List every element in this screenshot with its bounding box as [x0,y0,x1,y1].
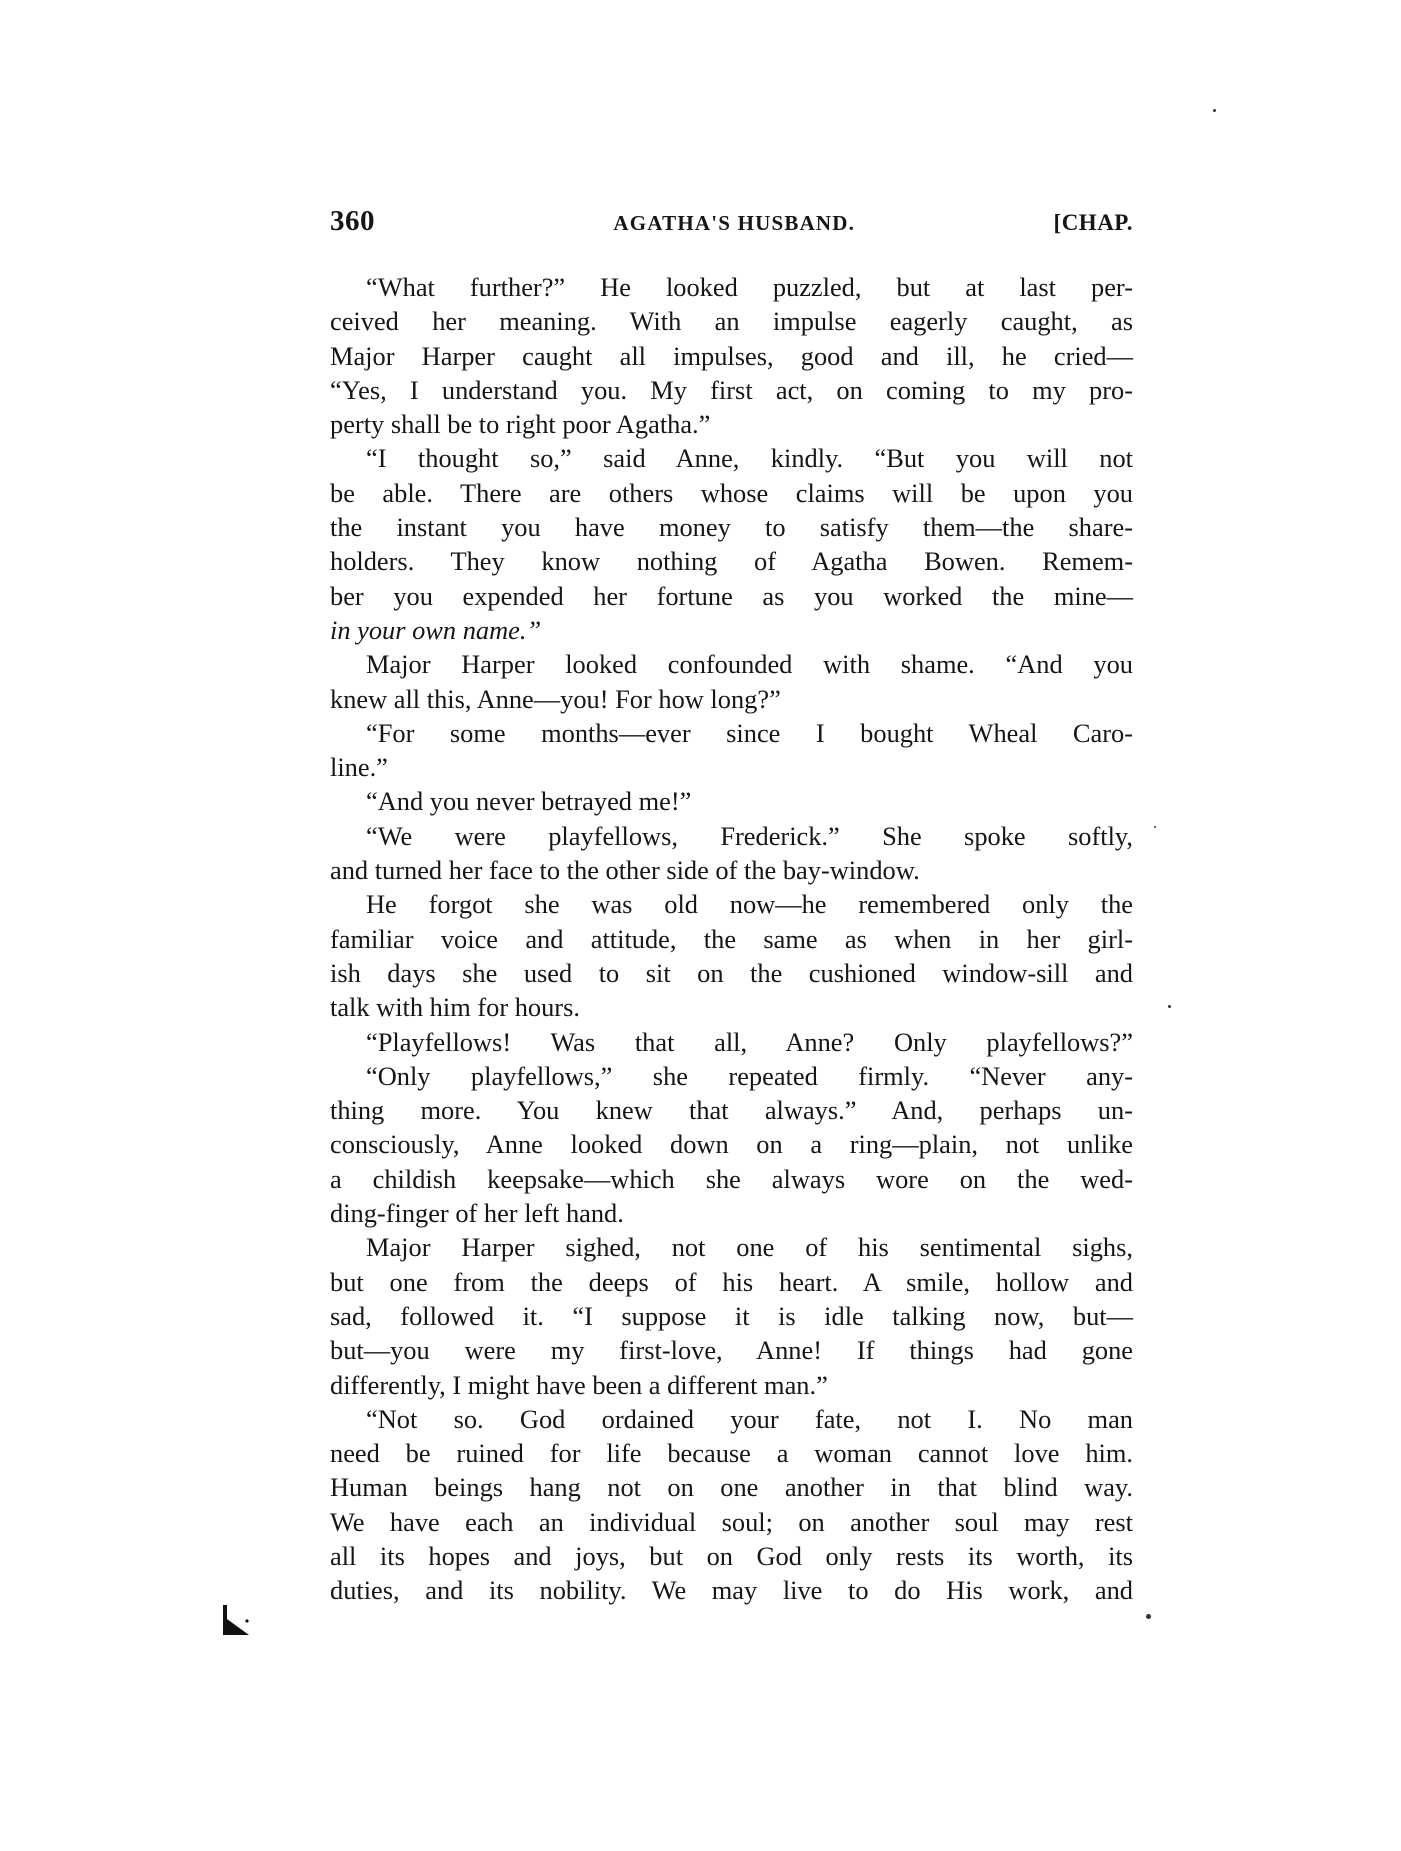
text-line: “Only playfellows,” she repeated firmly. “Never any- [366,1060,1133,1091]
text-line: ding-finger of her left hand. [330,1198,624,1229]
text-line: Major Harper caught all impulses, good and ill, he cried— [330,340,1133,371]
text-line: perty shall be to right poor Agatha.” [330,409,711,440]
page-number: 360 [330,205,375,237]
text-line: a childish keepsake—which she always wore on the wed- [330,1163,1133,1194]
text-line: “We were playfellows, Frederick.” She spoke softly, [366,820,1133,851]
page-header [330,205,1133,245]
text-line: but one from the deeps of his heart. A smile, hollow and [330,1266,1133,1297]
text-line: in your own name.” [330,614,542,645]
text-line: be able. There are others whose claims will be upon you [330,477,1133,508]
text-line: Human beings hang not on one another in that blind way. [330,1472,1133,1503]
text-line: duties, and its nobility. We may live to do His work, and [330,1575,1133,1606]
text-line: Major Harper sighed, not one of his sentimental sighs, [366,1232,1133,1263]
text-line: “Playfellows! Was that all, Anne? Only playfellows?” [366,1026,1133,1057]
text-line: but—you were my first-love, Anne! If things had gone [330,1335,1133,1366]
text-line: He forgot she was old now—he remembered only the [366,889,1133,920]
text-line: We have each an individual soul; on another soul may rest [330,1506,1133,1537]
text-line: line.” [330,752,388,783]
text-line: Major Harper looked confounded with shame. “And you [366,649,1133,680]
body-text [330,270,1133,1608]
text-line: “Yes, I understand you. My first act, on coming to my pro- [330,374,1133,405]
text-line: the instant you have money to satisfy them—the share- [330,512,1133,543]
text-line: familiar voice and attitude, the same as when in her girl- [330,923,1133,954]
text-line: ber you expended her fortune as you worked the mine— [330,580,1133,611]
text-line: all its hopes and joys, but on God only rests its worth, its [330,1540,1133,1571]
text-line: ceived her meaning. With an impulse eagerly caught, as [330,306,1133,337]
text-line: “What further?” He looked puzzled, but at last per- [366,272,1133,302]
text-line: sad, followed it. “I suppose it is idle talking now, but— [330,1300,1133,1331]
text-line: and turned her face to the other side of the bay-window. [330,855,920,886]
corner-arrow-mark [221,1605,251,1637]
page-speck [1213,109,1216,112]
text-line: need be ruined for life because a woman cannot love him. [330,1438,1133,1469]
text-line: talk with him for hours. [330,992,580,1023]
text-line: knew all this, Anne—you! For how long?” [330,683,781,714]
page-speck [1168,1005,1171,1008]
page-speck [1154,826,1156,828]
text-line: “Not so. God ordained your fate, not I. No man [366,1403,1133,1434]
text-line: “And you never betrayed me!” [366,786,692,817]
text-line: “I thought so,” said Anne, kindly. “But you will not [366,443,1133,474]
text-line: differently, I might have been a different man.” [330,1369,828,1400]
text-line: “For some months—ever since I bought Wheal Caro- [366,717,1133,748]
text-line: thing more. You knew that always.” And, perhaps un- [330,1095,1133,1126]
running-head: AGATHA'S HUSBAND. [613,211,856,235]
text-line: consciously, Anne looked down on a ring—plain, not unlike [330,1129,1133,1160]
text-line: holders. They know nothing of Agatha Bowen. Remem- [330,546,1133,577]
text-line: ish days she used to sit on the cushioned window-sill and [330,957,1133,988]
page-speck [1146,1614,1151,1619]
chapter-mark: [CHAP. [1053,210,1133,235]
